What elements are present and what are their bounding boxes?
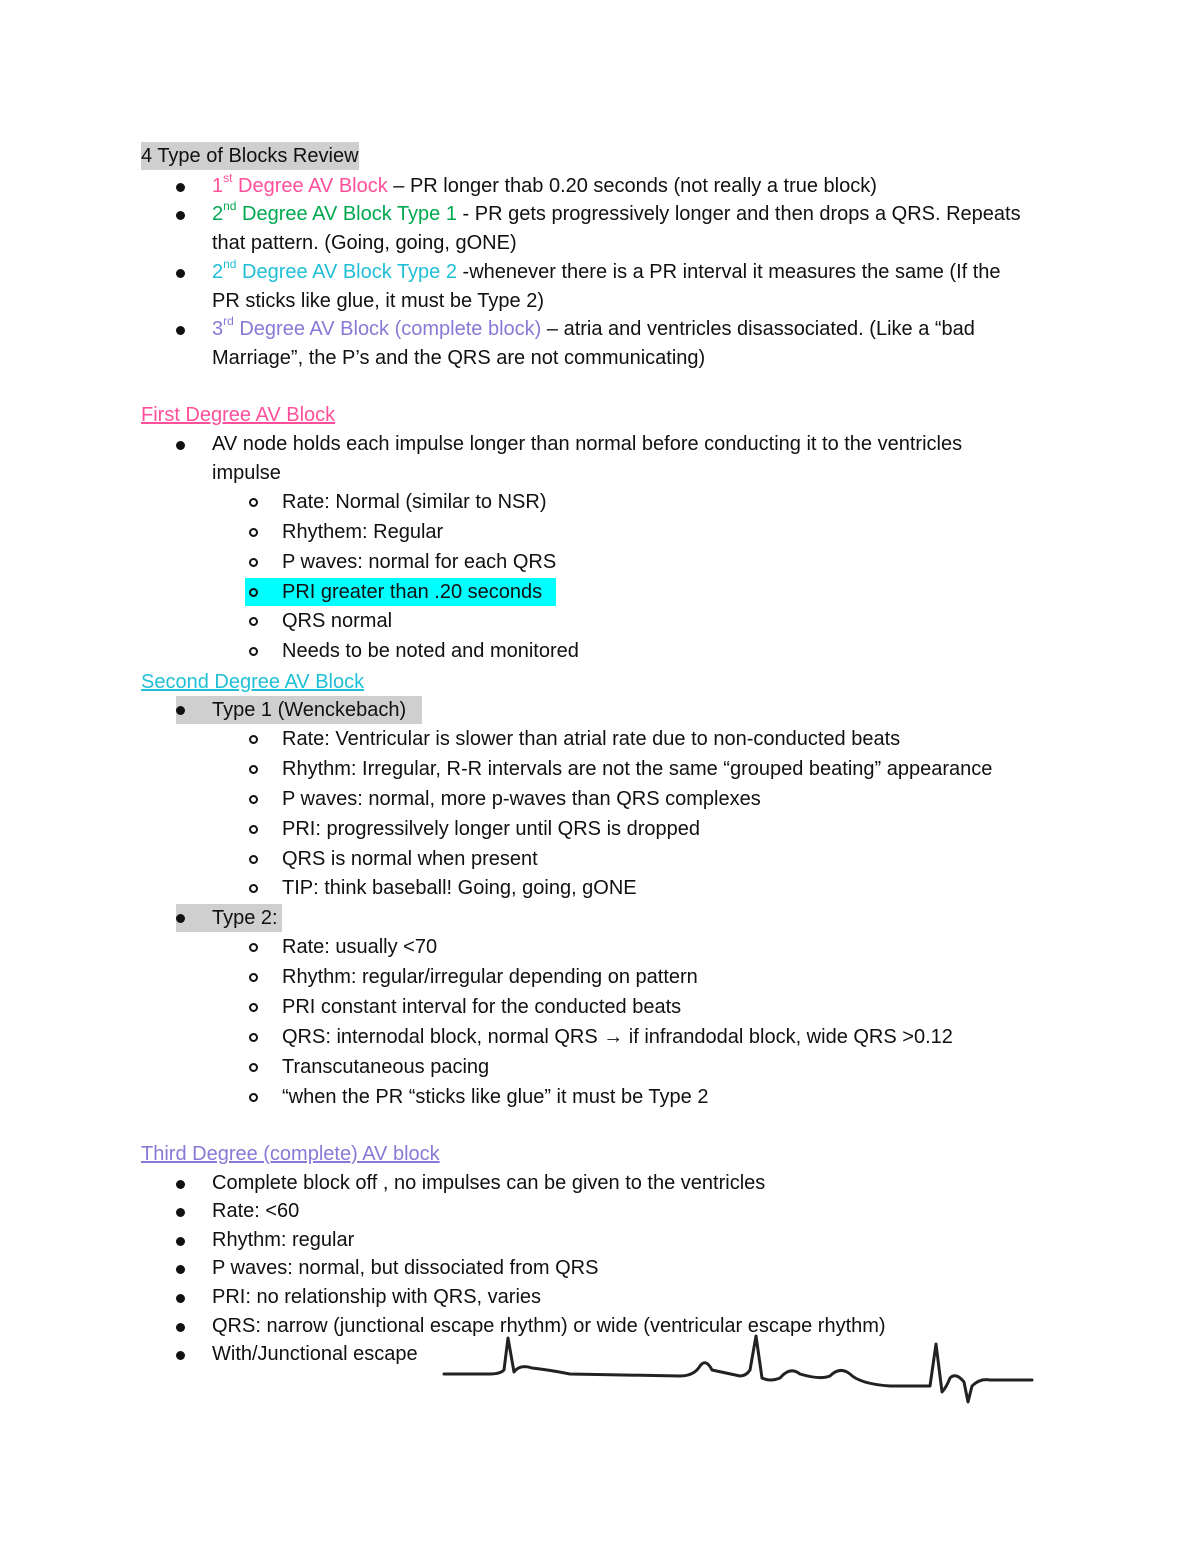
- bullet-icon: [176, 914, 185, 923]
- type1-sub-4: PRI: progressilvely longer until QRS is dropped: [282, 818, 700, 840]
- circle-bullet-icon: [249, 884, 258, 893]
- third-item-3: Rhythm: regular: [212, 1229, 355, 1251]
- circle-bullet-icon: [249, 765, 258, 774]
- bullet-icon: [176, 269, 185, 278]
- bullet-icon: [176, 211, 185, 220]
- first-sub-5: QRS normal: [282, 610, 393, 632]
- first-bullet: AV node holds each impulse longer than normal before conducting it to the ventricles: [212, 433, 963, 455]
- circle-bullet-icon: [249, 498, 258, 507]
- circle-bullet-icon: [249, 1003, 258, 1012]
- type2-sub-3: PRI constant interval for the conducted beats: [282, 996, 682, 1018]
- circle-bullet-icon: [249, 558, 258, 567]
- third-item-7: With/Junctional escape: [212, 1343, 418, 1365]
- review-item-1: 1st Degree AV Block – PR longer thab 0.20 seconds (not really a true block): [212, 171, 877, 197]
- first-bullet-cont: impulse: [212, 462, 281, 484]
- first-sub-1: Rate: Normal (similar to NSR): [282, 491, 547, 513]
- bullet-icon: [176, 1323, 185, 1332]
- first-sub-3: P waves: normal for each QRS: [282, 551, 557, 573]
- type1-sub-1: Rate: Ventricular is slower than atrial rate due to non-conducted beats: [282, 728, 901, 750]
- circle-bullet-icon: [249, 855, 258, 864]
- bullet-icon: [176, 1351, 185, 1360]
- circle-bullet-icon: [249, 647, 258, 656]
- type1-sub-2: Rhythm: Irregular, R-R intervals are not the same “grouped beating” appearance: [282, 758, 993, 780]
- circle-bullet-icon: [249, 795, 258, 804]
- review-item-4-cont: Marriage”, the P’s and the QRS are not communicating): [212, 347, 706, 369]
- bullet-icon: [176, 1237, 185, 1246]
- third-item-6: QRS: narrow (junctional escape rhythm) or wide (ventricular escape rhythm): [212, 1315, 886, 1337]
- circle-bullet-icon: [249, 1093, 258, 1102]
- review-item-3: 2nd Degree AV Block Type 2 -whenever there is a PR interval it measures the same (If the: [212, 257, 1001, 283]
- type2-sub-2: Rhythm: regular/irregular depending on pattern: [282, 966, 698, 988]
- bullet-icon: [176, 1208, 185, 1217]
- type2-sub-1: Rate: usually <70: [282, 936, 438, 958]
- bullet-icon: [176, 183, 185, 192]
- bullet-icon: [176, 326, 185, 335]
- review-item-3-cont: PR sticks like glue, it must be Type 2): [212, 290, 544, 312]
- third-item-4: P waves: normal, but dissociated from QRS: [212, 1257, 599, 1279]
- first-sub-2: Rhythem: Regular: [282, 521, 444, 543]
- circle-bullet-icon: [249, 617, 258, 626]
- review-item-2: 2nd Degree AV Block Type 1 - PR gets progressively longer and then drops a QRS. Repeats: [212, 199, 1021, 225]
- type2-sub-5: Transcutaneous pacing: [282, 1056, 490, 1078]
- circle-bullet-icon: [249, 735, 258, 744]
- circle-bullet-icon: [249, 1033, 258, 1042]
- third-degree-heading: Third Degree (complete) AV block: [141, 1143, 440, 1165]
- type1-sub-5: QRS is normal when present: [282, 848, 538, 870]
- third-item-1: Complete block off , no impulses can be given to the ventricles: [212, 1172, 766, 1194]
- first-degree-heading: First Degree AV Block: [141, 404, 336, 426]
- review-item-4: 3rd Degree AV Block (complete block) – atria and ventricles disassociated. (Like a “bad: [212, 314, 975, 340]
- type2-sub-4: QRS: internodal block, normal QRS → if infrandodal block, wide QRS >0.12: [282, 1026, 953, 1048]
- circle-bullet-icon: [249, 588, 258, 597]
- second-degree-heading: Second Degree AV Block: [141, 671, 365, 693]
- review-item-2-cont: that pattern. (Going, going, gONE): [212, 232, 517, 254]
- type1-sub-6: TIP: think baseball! Going, going, gONE: [282, 877, 637, 899]
- circle-bullet-icon: [249, 528, 258, 537]
- bullet-icon: [176, 1294, 185, 1303]
- circle-bullet-icon: [249, 973, 258, 982]
- circle-bullet-icon: [249, 825, 258, 834]
- type2-sub-6: “when the PR “sticks like glue” it must be Type 2: [282, 1086, 709, 1108]
- first-sub-4: PRI greater than .20 seconds: [282, 581, 543, 603]
- ecg-rhythm-sketch: [440, 1330, 1040, 1410]
- circle-bullet-icon: [249, 1063, 258, 1072]
- first-sub-6: Needs to be noted and monitored: [282, 640, 579, 662]
- third-item-5: PRI: no relationship with QRS, varies: [212, 1286, 542, 1308]
- review-title: 4 Type of Blocks Review: [141, 142, 359, 170]
- bullet-icon: [176, 441, 185, 450]
- type2-label: Type 2:: [212, 907, 278, 929]
- circle-bullet-icon: [249, 943, 258, 952]
- type1-sub-3: P waves: normal, more p-waves than QRS complexes: [282, 788, 761, 810]
- bullet-icon: [176, 706, 185, 715]
- bullet-icon: [176, 1265, 185, 1274]
- third-item-2: Rate: <60: [212, 1200, 300, 1222]
- type1-label: Type 1 (Wenckebach): [212, 699, 407, 721]
- bullet-icon: [176, 1180, 185, 1189]
